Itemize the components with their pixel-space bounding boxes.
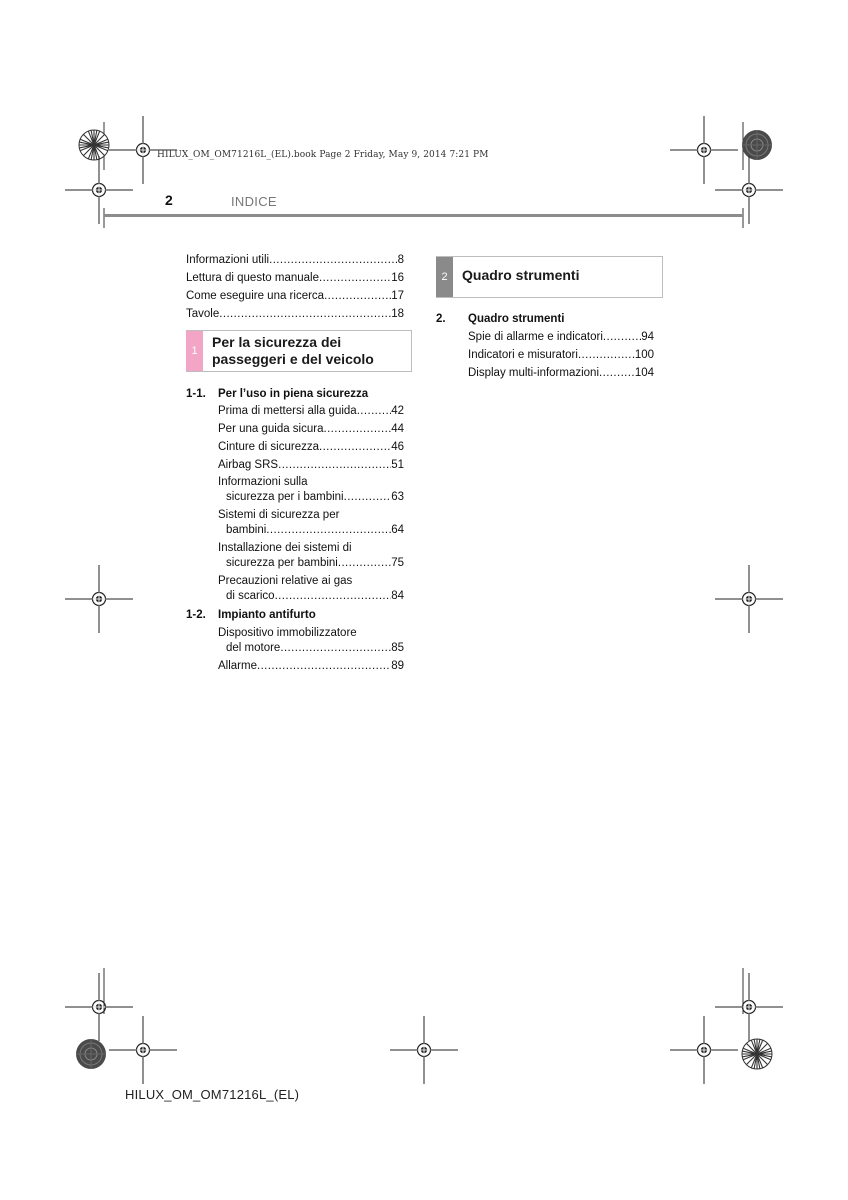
toc-entry[interactable]: Spie di allarme e indicatori ..... 94	[468, 329, 654, 345]
chapter-1-title-line1: Per la sicurezza dei	[212, 334, 342, 350]
header-rule	[104, 214, 743, 217]
toc-entry[interactable]: Tavole ..... 18	[186, 306, 404, 322]
toc-entry[interactable]: sicurezza per i bambini ..... 63	[226, 489, 404, 505]
book-file-info: HILUX_OM_OM71216L_(EL).book Page 2 Friday, May 9, 2014 7:21 PM	[157, 150, 489, 160]
toc-entry-line1: Precauzioni relative ai gas	[218, 575, 353, 587]
toc-entry[interactable]: Airbag SRS ..... 51	[218, 457, 404, 473]
toc-entry[interactable]: sicurezza per bambini ..... 75	[226, 555, 404, 571]
toc-entry[interactable]: Come eseguire una ricerca ..... 17	[186, 288, 404, 304]
toc-entry[interactable]: Lettura di questo manuale ..... 16	[186, 270, 404, 286]
toc-entry[interactable]: Cinture di sicurezza ..... 46	[218, 439, 404, 455]
section-2-heading[interactable]: 2. Quadro strumenti	[436, 313, 565, 325]
chapter-2-heading[interactable]	[436, 256, 663, 298]
footer-document-code: HILUX_OM_OM71216L_(EL)	[125, 1087, 300, 1102]
toc-entry-line1: Installazione dei sistemi di	[218, 542, 352, 554]
toc-entry-line1: Informazioni sulla	[218, 476, 308, 488]
toc-entry[interactable]: bambini ..... 64	[226, 522, 404, 538]
page-number: 2	[165, 192, 173, 208]
chapter-1-heading[interactable]	[186, 330, 412, 372]
section-1-1-heading[interactable]: 1-1. Per l’uso in piena sicurezza	[186, 388, 369, 400]
chapter-1-title-line2: passeggeri e del veicolo	[212, 351, 374, 367]
chapter-1-tab: 1	[186, 331, 203, 371]
chapter-2-tab: 2	[436, 257, 453, 297]
chapter-2-title: Quadro strumenti	[462, 267, 580, 283]
toc-entry[interactable]: Display multi-informazioni ..... 104	[468, 365, 654, 381]
toc-entry-line1: Dispositivo immobilizzatore	[218, 627, 357, 639]
toc-entry-line1: Sistemi di sicurezza per	[218, 509, 340, 521]
toc-entry[interactable]: del motore ..... 85	[226, 640, 404, 656]
toc-entry[interactable]: Allarme ..... 89	[218, 658, 404, 674]
toc-entry[interactable]: Prima di mettersi alla guida ..... 42	[218, 403, 404, 419]
page-title: INDICE	[231, 194, 277, 209]
toc-entry[interactable]: di scarico ..... 84	[226, 588, 404, 604]
section-1-2-heading[interactable]: 1-2. Impianto antifurto	[186, 609, 316, 621]
toc-entry[interactable]: Informazioni utili ..... 8	[186, 252, 404, 268]
toc-entry[interactable]: Per una guida sicura ..... 44	[218, 421, 404, 437]
toc-entry[interactable]: Indicatori e misuratori ..... 100	[468, 347, 654, 363]
